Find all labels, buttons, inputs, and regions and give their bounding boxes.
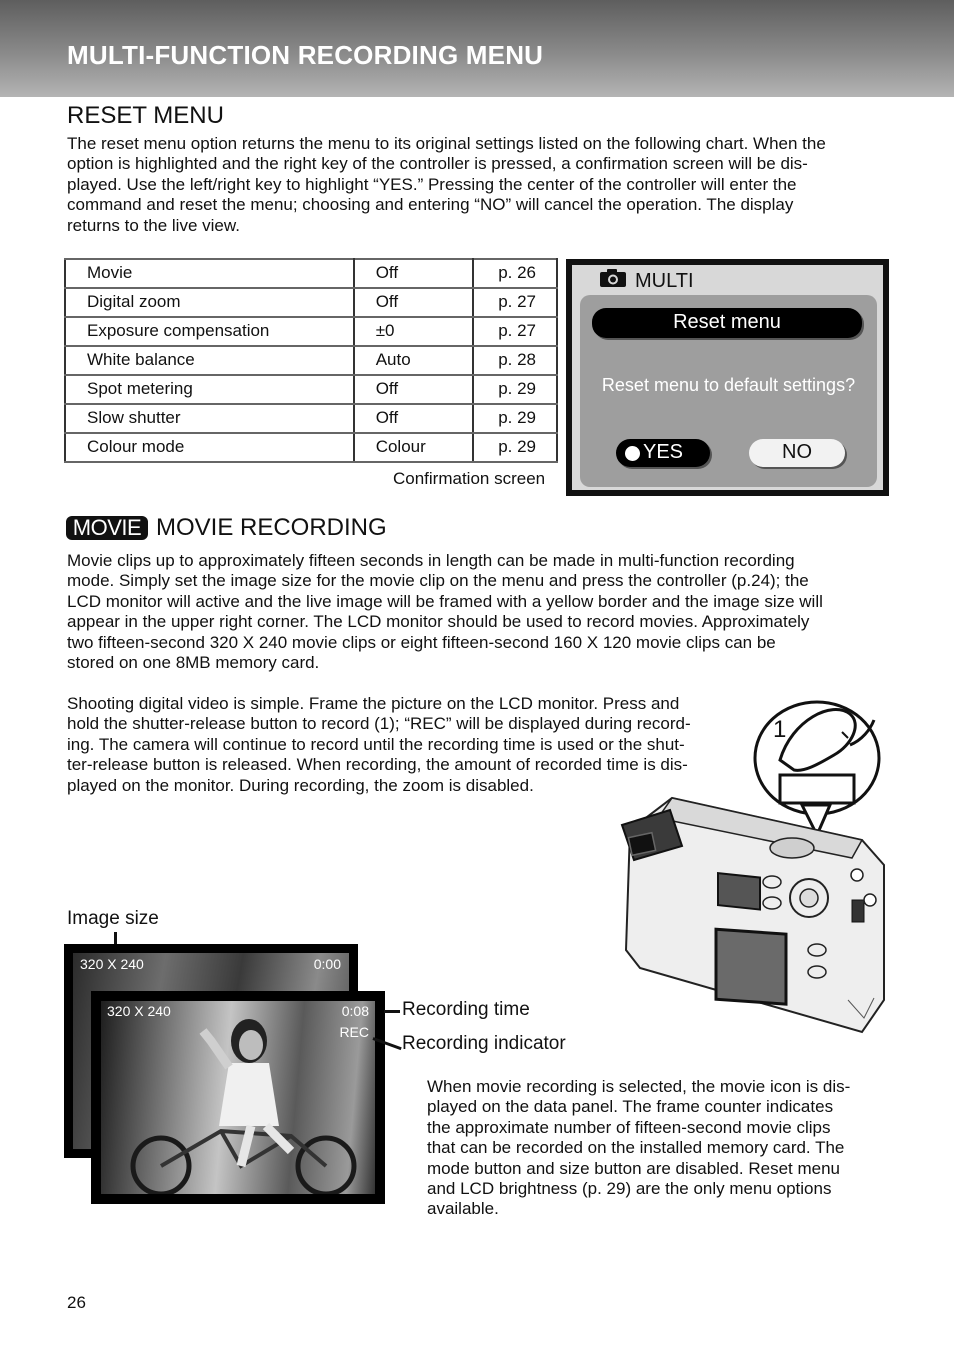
- text-line: and LCD brightness (p. 29) are the only menu options: [427, 1179, 832, 1199]
- setting-page: p. 29: [473, 375, 557, 404]
- setting-default: Off: [354, 375, 474, 404]
- table-row: [65, 375, 557, 404]
- recording-time-leader-line: [384, 1010, 400, 1013]
- setting-page: p. 28: [473, 346, 557, 375]
- text-line: mode. Simply set the image size for the movie clip on the menu and press the controller (p.24); the: [67, 571, 809, 591]
- image-size-readout: 320 X 240: [107, 1003, 171, 1019]
- recording-indicator: REC: [339, 1024, 369, 1040]
- confirmation-screen: [566, 259, 889, 496]
- text-line: returns to the live view.: [67, 215, 240, 235]
- reset-dialog: [580, 295, 877, 487]
- text-line: played on the monitor. During recording, the zoom is disabled.: [67, 775, 534, 795]
- setting-name: Spot metering: [65, 375, 354, 404]
- text-line: appear in the upper right corner. The LCD monitor should be used to record movies. Approximately: [67, 612, 810, 632]
- selected-dot-icon: [625, 446, 640, 461]
- table-row: [65, 288, 557, 317]
- text-line: that can be recorded on the installed memory card. The: [427, 1138, 845, 1158]
- text-line: available.: [427, 1199, 499, 1219]
- camera-illustration: [612, 700, 892, 1040]
- text-line: two fifteen-second 320 X 240 movie clips or eight fifteen-second 160 X 120 movie clips can be: [67, 632, 776, 652]
- lcd-screen: [572, 265, 883, 490]
- text-line: ing. The camera will continue to record until the recording time is used or the shut-: [67, 734, 685, 754]
- movie-recording-heading: MOVIE RECORDING: [156, 514, 387, 541]
- movie-paragraph-1: [67, 551, 897, 673]
- setting-page: p. 27: [473, 288, 557, 317]
- table-row: [65, 346, 557, 375]
- dialog-title: Reset menu: [592, 308, 862, 338]
- setting-name: White balance: [65, 346, 354, 375]
- text-line: When movie recording is selected, the movie icon is dis-: [427, 1077, 851, 1096]
- step-number: 1: [773, 716, 787, 743]
- dialog-message: Reset menu to default settings?: [601, 375, 856, 395]
- setting-default: Colour: [354, 433, 474, 462]
- yes-button[interactable]: [616, 439, 710, 467]
- reset-menu-heading: RESET MENU: [67, 102, 224, 129]
- text-line: the approximate number of fifteen-second movie clips: [427, 1117, 831, 1137]
- setting-name: Movie: [65, 259, 354, 288]
- table-row: [65, 433, 557, 462]
- page-number: 26: [67, 1293, 86, 1312]
- no-button[interactable]: NO: [749, 439, 845, 467]
- table-row: [65, 404, 557, 433]
- table-row: [65, 317, 557, 346]
- text-line: Shooting digital video is simple. Frame the picture on the LCD monitor. Press and: [67, 694, 680, 713]
- recording-time-readout: 0:00: [313, 956, 341, 972]
- setting-name: Colour mode: [65, 433, 354, 462]
- recording-time-label: Recording time: [402, 999, 530, 1020]
- setting-default: Off: [354, 288, 474, 317]
- recording-time-readout: 0:08: [341, 1003, 369, 1019]
- text-line: LCD monitor will active and the live image will be framed with a yellow border and the image size will: [67, 591, 823, 611]
- text-line: stored on one 8MB memory card.: [67, 653, 320, 673]
- cyclist-scene: [101, 1001, 375, 1194]
- setting-page: p. 26: [473, 259, 557, 288]
- header-bar: [0, 0, 954, 97]
- setting-name: Digital zoom: [65, 288, 354, 317]
- setting-name: Exposure compensation: [65, 317, 354, 346]
- setting-default: Auto: [354, 346, 474, 375]
- text-line: mode button and size button are disabled. Reset menu: [427, 1158, 840, 1178]
- confirmation-screen-caption: Confirmation screen: [393, 469, 546, 488]
- image-size-readout: 320 X 240: [80, 956, 144, 972]
- setting-name: Slow shutter: [65, 404, 354, 433]
- text-line: option is highlighted and the right key of the controller is pressed, a confirmation screen will be dis-: [67, 154, 808, 174]
- text-line: played on the data panel. The frame counter indicates: [427, 1097, 834, 1117]
- table-row: [65, 259, 557, 288]
- setting-page: p. 29: [473, 404, 557, 433]
- reset-menu-paragraph: [67, 134, 897, 236]
- camera-icon: [599, 268, 627, 294]
- page-title: MULTI-FUNCTION RECORDING MENU: [67, 40, 544, 70]
- text-line: played. Use the left/right key to highlight “YES.” Pressing the center of the controller will enter the: [67, 174, 797, 194]
- lcd-mode-label: MULTI: [635, 269, 694, 292]
- setting-default: Off: [354, 404, 474, 433]
- yes-label: YES: [643, 441, 684, 463]
- movie-frame-recording: [91, 991, 385, 1204]
- setting-page: p. 27: [473, 317, 557, 346]
- text-line: Movie clips up to approximately fifteen seconds in length can be made in multi-function recording: [67, 551, 795, 570]
- text-line: ter-release button is released. When recording, the amount of recorded time is dis-: [67, 755, 688, 775]
- movie-recording-screen: [101, 1001, 375, 1194]
- text-line: command and reset the menu; choosing and entering “NO” will cancel the operation. The display: [67, 195, 794, 215]
- setting-page: p. 29: [473, 433, 557, 462]
- text-line: The reset menu option returns the menu to its original settings listed on the following chart. When the: [67, 134, 826, 153]
- movie-badge: MOVIE: [66, 516, 148, 540]
- setting-default: ±0: [354, 317, 474, 346]
- recording-indicator-label: Recording indicator: [402, 1033, 566, 1054]
- lcd-mode-indicator: [599, 268, 694, 294]
- image-size-label: Image size: [67, 908, 159, 929]
- setting-default: Off: [354, 259, 474, 288]
- movie-paragraph-3: [427, 1077, 897, 1220]
- text-line: hold the shutter-release button to record (1); “REC” will be displayed during record-: [67, 714, 691, 734]
- default-settings-table: [64, 258, 558, 463]
